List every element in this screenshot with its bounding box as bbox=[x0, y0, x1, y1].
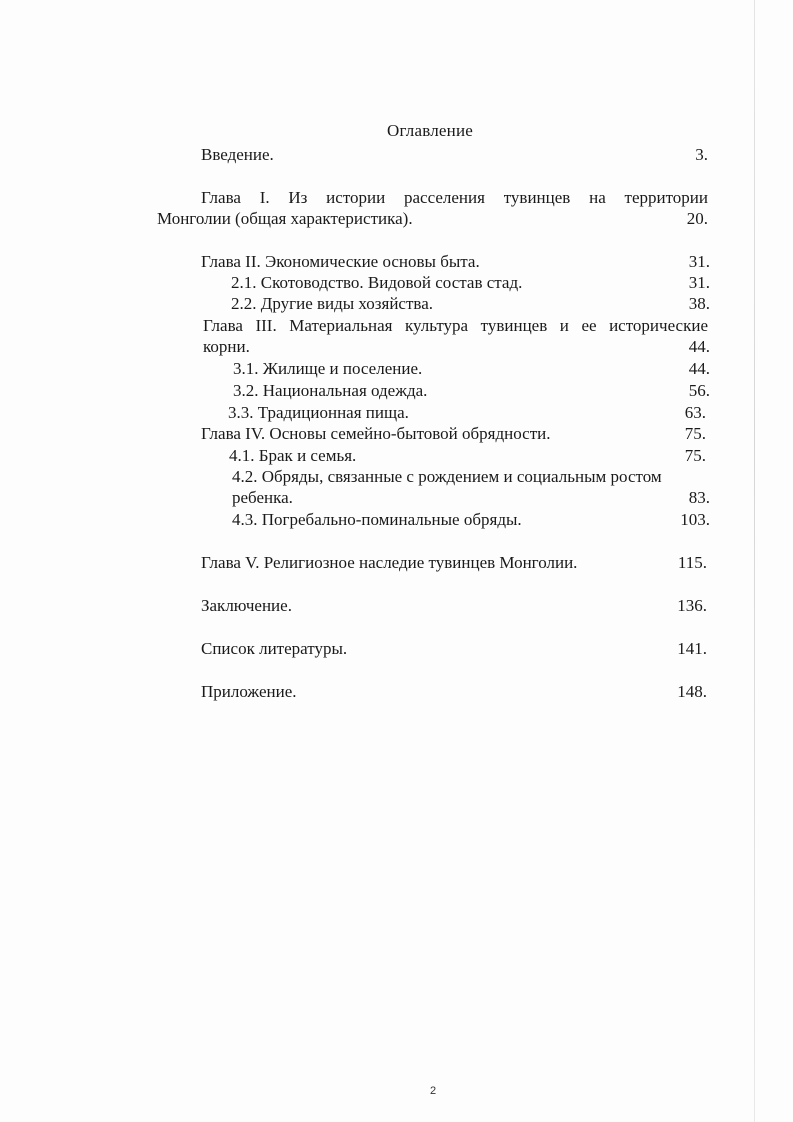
toc-entry-ch5-page: 115. bbox=[677, 553, 707, 572]
toc-entry-appendix-label: Приложение. bbox=[201, 682, 297, 701]
toc-entry-ch4-label: Глава IV. Основы семейно-бытовой обрядности. bbox=[201, 424, 551, 443]
toc-entry-ch2-page: 31. bbox=[688, 252, 710, 271]
toc-entry-ch3-page: 44. bbox=[688, 337, 710, 356]
toc-entry-s3-2-label: 3.2. Национальная одежда. bbox=[233, 381, 428, 400]
toc-entry-references-label: Список литературы. bbox=[201, 639, 348, 658]
page-number: 2 bbox=[429, 1085, 437, 1097]
toc-entry-ch1-page: 20. bbox=[686, 209, 708, 228]
toc-entry-s2-1-page: 31. bbox=[688, 273, 710, 292]
toc-title: Оглавление bbox=[387, 121, 473, 140]
toc-entry-s3-3-label: 3.3. Традиционная пища. bbox=[228, 403, 409, 422]
toc-entry-s4-3-label: 4.3. Погребально-поминальные обряды. bbox=[232, 510, 522, 529]
toc-entry-ch5-label: Глава V. Религиозное наследие тувинцев Монголии. bbox=[201, 553, 578, 572]
toc-entry-s4-2-line2: ребенка. bbox=[232, 488, 293, 507]
toc-entry-ch3-line2: корни. bbox=[203, 337, 250, 356]
toc-entry-s3-1-page: 44. bbox=[688, 359, 710, 378]
toc-entry-conclusion-page: 136. bbox=[677, 596, 707, 615]
toc-entry-s2-1-label: 2.1. Скотоводство. Видовой состав стад. bbox=[231, 273, 523, 292]
toc-entry-s4-1-page: 75. bbox=[684, 446, 706, 465]
scan-edge-line bbox=[754, 0, 755, 1122]
toc-entry-ch1-line1: Глава I. Из истории расселения тувинцев на территории bbox=[201, 188, 708, 207]
toc-entry-conclusion-label: Заключение. bbox=[201, 596, 292, 615]
toc-entry-s4-1-label: 4.1. Брак и семья. bbox=[229, 446, 357, 465]
toc-entry-s3-2-page: 56. bbox=[688, 381, 710, 400]
toc-entry-s2-2-label: 2.2. Другие виды хозяйства. bbox=[231, 294, 433, 313]
toc-entry-s4-2-page: 83. bbox=[688, 488, 710, 507]
toc-entry-intro-label: Введение. bbox=[201, 145, 274, 164]
toc-entry-intro-page: 3. bbox=[695, 145, 708, 164]
toc-entry-ch3-line1: Глава III. Материальная культура тувинцев и ее исторические bbox=[203, 316, 708, 335]
toc-entry-s2-2-page: 38. bbox=[688, 294, 710, 313]
toc-entry-ch2-label: Глава II. Экономические основы быта. bbox=[201, 252, 480, 271]
toc-entry-ch4-page: 75. bbox=[684, 424, 706, 443]
toc-entry-appendix-page: 148. bbox=[677, 682, 707, 701]
toc-entry-ch1-line2: Монголии (общая характеристика). bbox=[157, 209, 413, 228]
toc-entry-s4-2-line1: 4.2. Обряды, связанные с рождением и социальным ростом bbox=[232, 467, 662, 486]
toc-entry-s4-3-page: 103. bbox=[680, 510, 710, 529]
toc-entry-s3-3-page: 63. bbox=[684, 403, 706, 422]
toc-entry-s3-1-label: 3.1. Жилище и поселение. bbox=[233, 359, 423, 378]
toc-entry-references-page: 141. bbox=[677, 639, 707, 658]
